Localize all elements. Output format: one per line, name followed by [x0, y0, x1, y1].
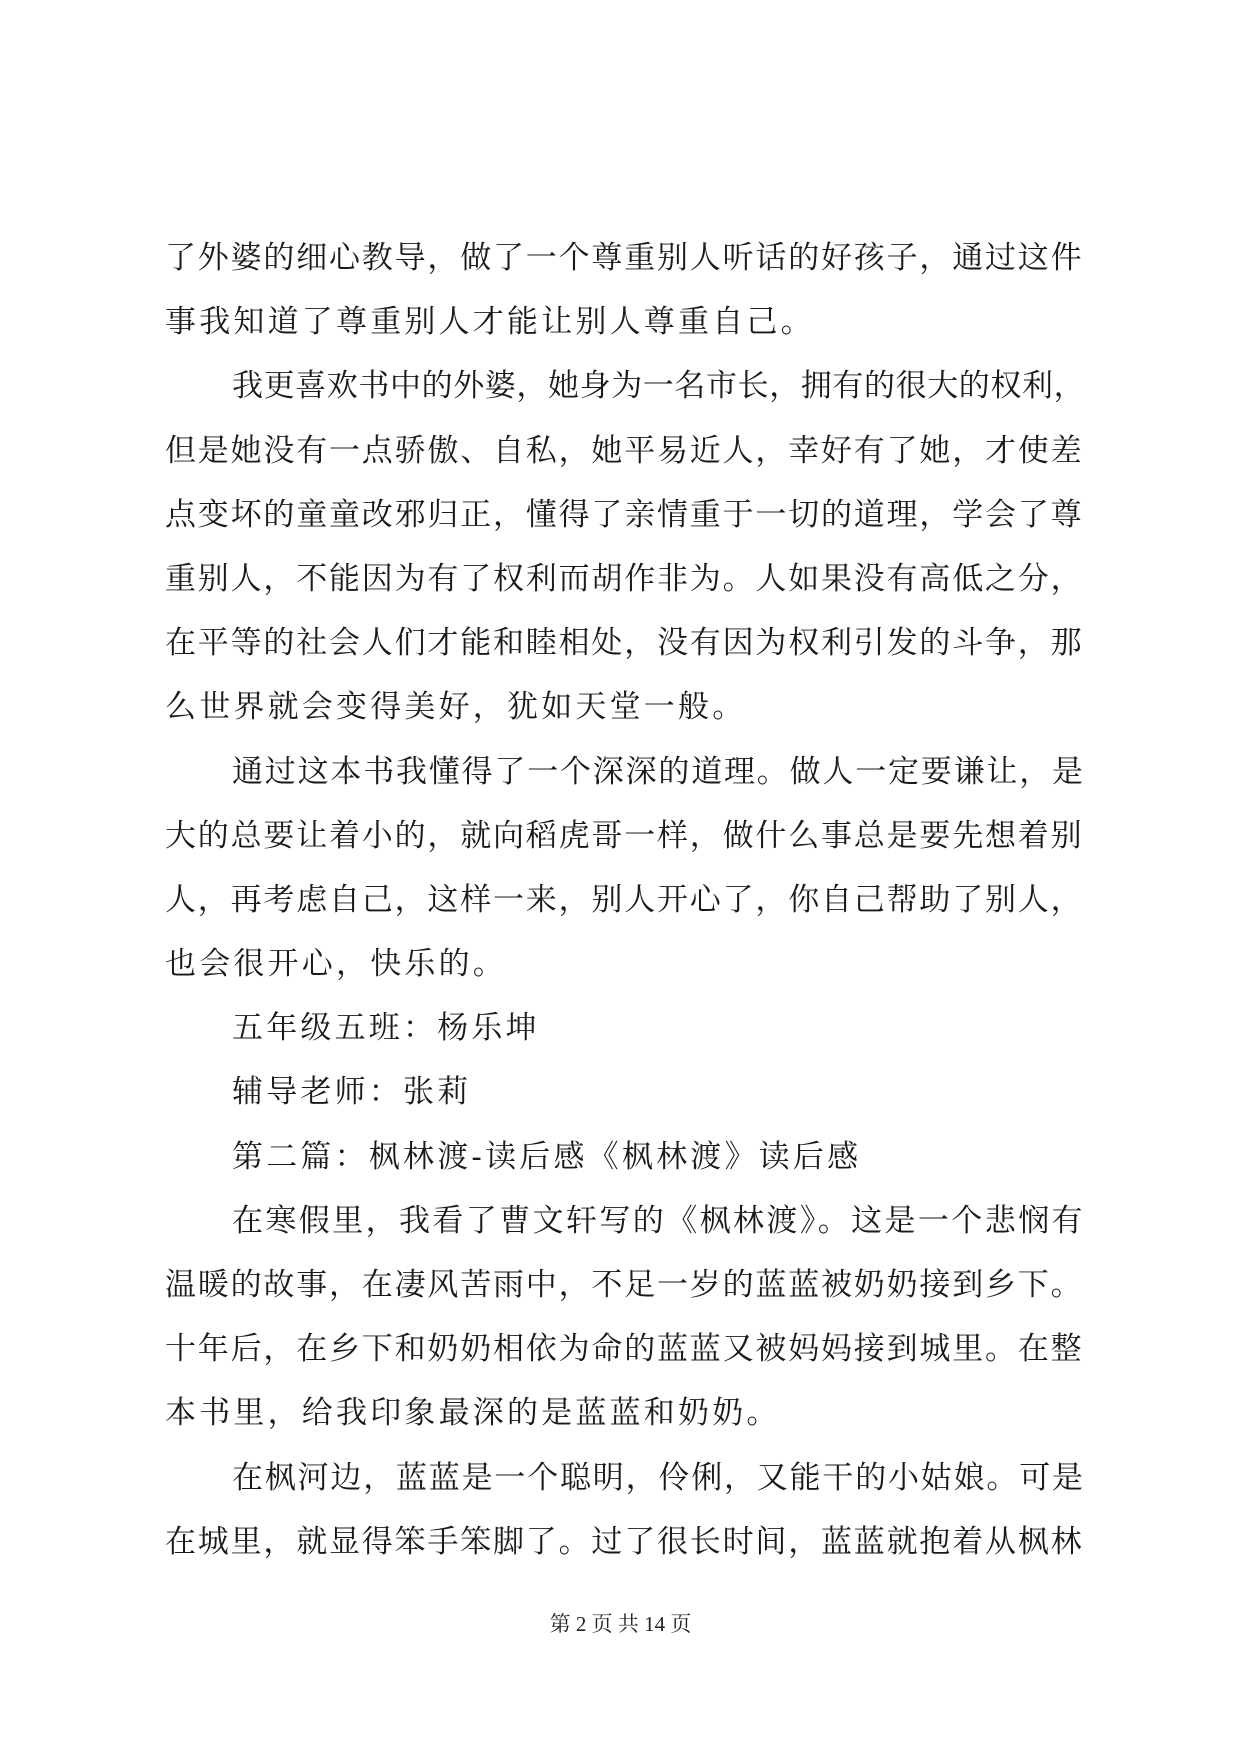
page-footer: 第 2 页 共 14 页 — [549, 1612, 692, 1636]
text-line: 但是她没有一点骄傲、自私，她平易近人，幸好有了她，才使差 — [165, 432, 1084, 469]
text-line: 也会很开心，快乐的。 — [165, 946, 507, 983]
text-line: 我更喜欢书中的外婆，她身为一名市长，拥有的很大的权利， — [232, 368, 1086, 405]
text-line: 本书里，给我印象最深的是蓝蓝和奶奶。 — [165, 1395, 781, 1432]
text-line: 在平等的社会人们才能和睦相处，没有因为权利引发的斗争，那 — [165, 625, 1084, 662]
text-line: 大的总要让着小的，就向稻虎哥一样，做什么事总是要先想着别 — [165, 817, 1084, 854]
text-line: 五年级五班：杨乐坤 — [232, 1010, 540, 1047]
text-line: 在城里，就显得笨手笨脚了。过了很长时间，蓝蓝就抱着从枫林 — [165, 1523, 1084, 1560]
text-line: 在枫河边，蓝蓝是一个聪明，伶俐，又能干的小姑娘。可是 — [232, 1459, 1085, 1496]
text-line: 事我知道了尊重别人才能让别人尊重自己。 — [165, 304, 815, 341]
text-line: 温暖的故事，在凄风苦雨中，不足一岁的蓝蓝被奶奶接到乡下。 — [165, 1267, 1084, 1303]
text-line: 了外婆的细心教导，做了一个尊重别人听话的好孩子，通过这件 — [165, 240, 1084, 276]
text-line: 十年后，在乡下和奶奶相依为命的蓝蓝又被妈妈接到城里。在整 — [165, 1331, 1084, 1368]
text-line: 么世界就会变得美好，犹如天堂一般。 — [165, 689, 747, 726]
body-text — [165, 226, 1085, 1574]
text-line: 第二篇：枫林渡-读后感《枫林渡》读后感 — [232, 1138, 862, 1175]
text-line: 重别人，不能因为有了权利而胡作非为。人如果没有高低之分， — [165, 560, 1084, 597]
text-line: 辅导老师：张莉 — [232, 1074, 472, 1111]
text-line: 通过这本书我懂得了一个深深的道理。做人一定要谦让，是 — [232, 753, 1085, 790]
text-line: 人，再考虑自己，这样一来，别人开心了，你自己帮助了别人， — [165, 881, 1084, 918]
text-line: 在寒假里，我看了曹文轩写的《枫林渡》。这是一个悲悯有 — [232, 1202, 1085, 1239]
text-line: 点变坏的童童改邪归正，懂得了亲情重于一切的道理，学会了尊 — [165, 496, 1084, 533]
